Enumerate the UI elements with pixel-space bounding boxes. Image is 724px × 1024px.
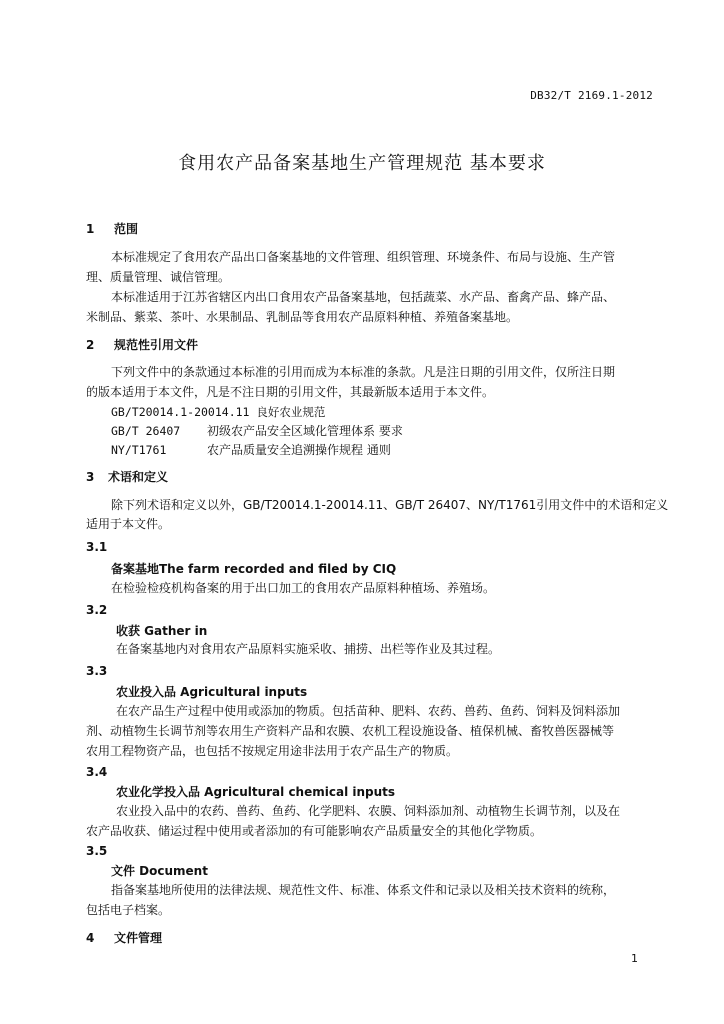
reference-title: 农产品质量安全追溯操作规程 通则: [207, 443, 391, 457]
document-code: DB32/T 2169.1-2012: [530, 89, 653, 102]
section-title: 术语和定义: [108, 470, 169, 484]
term-3-5-definition-line-1: 指备案基地所使用的法律法规、规范性文件、标准、体系文件和记录以及相关技术资料的统称，: [111, 883, 616, 897]
section-number: 1: [86, 222, 95, 236]
term-3-4-number: 3.4: [86, 765, 108, 779]
section-1-paragraph-2-line-2: 米制品、紫菜、茶叶、水果制品、乳制品等食用农产品原料种植、养殖备案基地。: [86, 310, 519, 324]
section-title: 文件管理: [114, 931, 163, 945]
term-3-2-number: 3.2: [86, 603, 108, 617]
section-1-paragraph-2-line-1: 本标准适用于江苏省辖区内出口食用农产品备案基地，包括蔬菜、水产品、畜禽产品、蜂产品、: [111, 290, 616, 304]
section-3-paragraph-line-2: 适用于本文件。: [86, 517, 171, 531]
section-3-heading: [86, 467, 168, 487]
section-number: 3: [86, 470, 95, 484]
term-3-3-definition-line-3: 农用工程物资产品，也包括不按规定用途非法用于农产品生产的物质。: [86, 744, 459, 758]
term-3-4-definition-line-2: 农产品收获、储运过程中使用或者添加的有可能影响农产品质量安全的其他化学物质。: [86, 824, 543, 838]
section-number: 4: [86, 931, 95, 945]
page-number: 1: [631, 952, 638, 965]
term-3-5-number: 3.5: [86, 844, 108, 858]
section-title: 规范性引用文件: [114, 338, 199, 352]
section-2-heading: [86, 335, 198, 355]
term-3-3-definition-line-1: 在农产品生产过程中使用或添加的物质。包括苗种、肥料、农药、兽药、鱼药、饲料及饲料添加: [116, 704, 621, 718]
section-2-paragraph-line-2: 的版本适用于本文件，凡是不注日期的引用文件，其最新版本适用于本文件。: [86, 385, 495, 399]
term-3-1-name: 备案基地The farm recorded and filed by CIQ: [111, 562, 397, 576]
term-3-5-definition-line-2: 包括电子档案。: [86, 903, 171, 917]
term-3-1-definition: 在检验检疫机构备案的用于出口加工的食用农产品原料种植场、养殖场。: [111, 581, 496, 595]
reference-code: NY/T1761: [111, 443, 167, 457]
document-title: 食用农产品备案基地生产管理规范 基本要求: [178, 153, 546, 174]
reference-code: GB/T 26407: [111, 424, 181, 438]
section-1-paragraph-1-line-1: 本标准规定了食用农产品出口备案基地的文件管理、组织管理、环境条件、布局与设施、生产管: [111, 250, 616, 264]
section-number: 2: [86, 338, 95, 352]
reference-2: [111, 421, 403, 441]
reference-title: 初级农产品安全区域化管理体系 要求: [207, 424, 403, 438]
section-2-paragraph-line-1: 下列文件中的条款通过本标准的引用而成为本标准的条款。凡是注日期的引用文件，仅所注日期: [111, 365, 616, 379]
term-3-3-definition-line-2: 剂、动植物生长调节剂等农用生产资料产品和农膜、农机工程设施设备、植保机械、畜牧兽医器械等: [86, 724, 615, 738]
term-3-1-number: 3.1: [86, 540, 108, 554]
reference-3: [111, 440, 391, 460]
term-3-2-definition: 在备案基地内对食用农产品原料实施采收、捕捞、出栏等作业及其过程。: [116, 642, 501, 656]
section-4-heading: [86, 928, 162, 948]
section-1-paragraph-1-line-2: 理、质量管理、诚信管理。: [86, 270, 231, 284]
term-3-3-number: 3.3: [86, 664, 108, 678]
term-3-2-name: 收获 Gather in: [116, 624, 208, 638]
term-3-4-name: 农业化学投入品 Agricultural chemical inputs: [116, 785, 396, 799]
section-3-paragraph-line-1: 除下列术语和定义以外，GB/T20014.1-20014.11、GB/T 26407、NY/T1761引用文件中的术语和定义: [111, 498, 669, 512]
term-3-5-name: 文件 Document: [111, 864, 208, 878]
reference-1: GB/T20014.1-20014.11 良好农业规范: [111, 405, 326, 419]
term-3-4-definition-line-1: 农业投入品中的农药、兽药、鱼药、化学肥料、农膜、饲料添加剂、动植物生长调节剂，以及在: [116, 804, 621, 818]
term-3-3-name: 农业投入品 Agricultural inputs: [116, 685, 308, 699]
section-1-heading: [86, 219, 138, 239]
section-title: 范围: [114, 222, 139, 236]
